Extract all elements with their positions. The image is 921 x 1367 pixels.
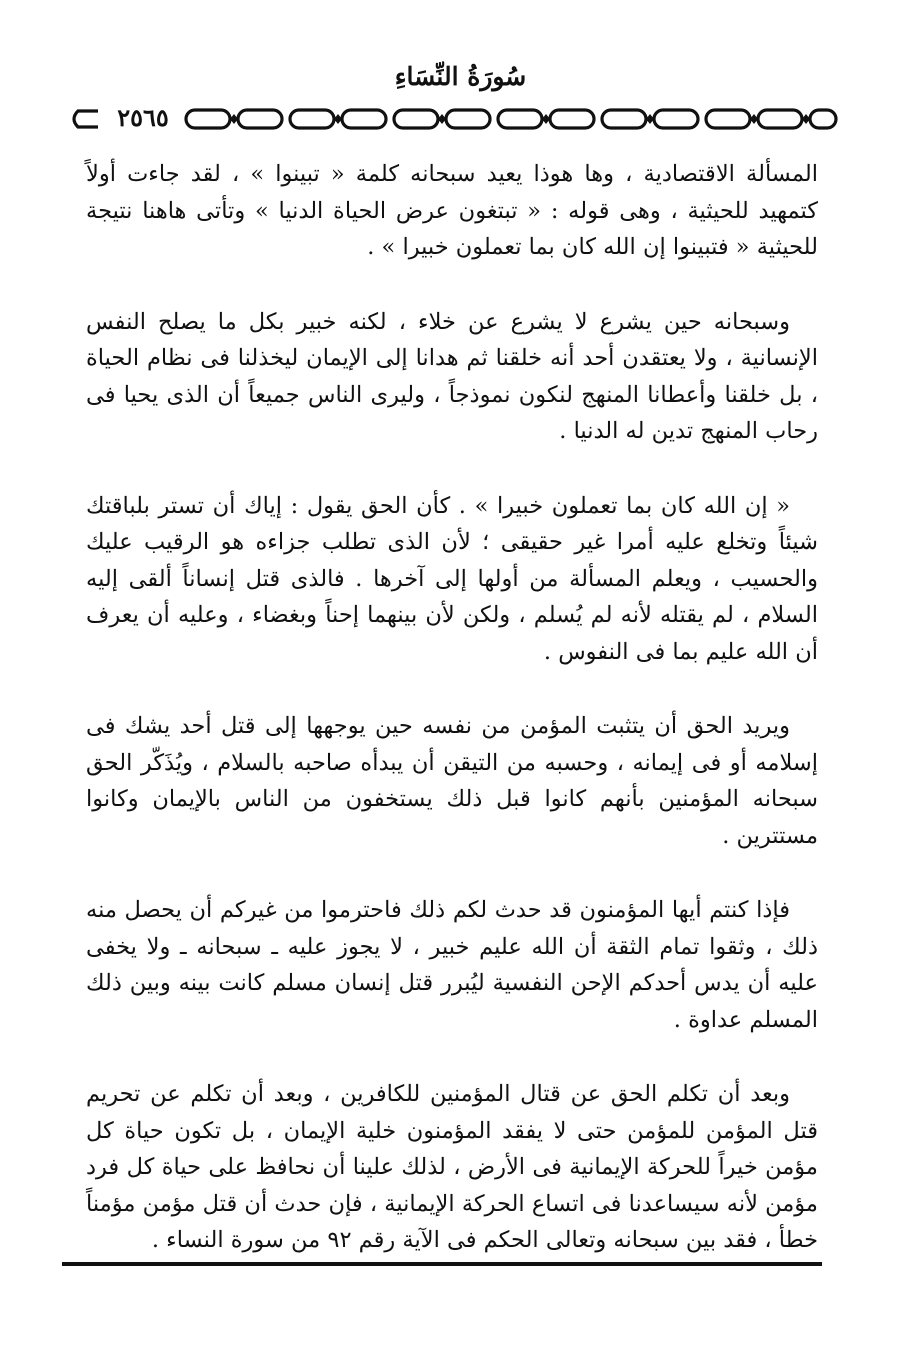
paragraph: « إن الله كان بما تعملون خبيرا » . كأن الحق يقول : إياك أن تستر بلباقتك شيئاً وتخلع عليه أمرا غير حقيقى ؛ لأن الذى تطلب جزاءه هو الرقيب عليك والحسيب ، ويعلم المسألة من أولها إلى آخرها . فالذى قتل إنساناً ألقى إليه السلام ، لم يقتله لأنه لم يُسلم ، ولكن لأن بينهما إحناً وبغضاء ، وعليه أن يعرف أن الله عليم بما فى النفوس . [86,492,818,665]
body-text [86,156,818,1297]
footer-rule [62,1262,822,1266]
paragraph: المسألة الاقتصادية ، وها هوذا يعيد سبحانه كلمة « تبينوا » ، لقد جاءت أولاً كتمهيد للحيثية ، وهى قوله : « تبتغون عرض الحياة الدنيا » وتأتى هاهنا نتيجة للحيثية « فتبينوا إن الله كان بما تعملون خبيرا » . [86,161,818,260]
paragraph: فإذا كنتم أيها المؤمنون قد حدث لكم ذلك فاحترموا من غيركم أن يحصل منه ذلك ، وثقوا تمام الثقة أن الله عليم خبير ، لا يجوز عليه ـ سبحانه ـ ولا يخفى عليه أن يدس أحدكم الإحن النفسية ليُبرر قتل إنسان مسلم كانت بينه وبين ذلك المسلم عداوة . [86,897,818,1033]
paragraph: وبعد أن تكلم الحق عن قتال المؤمنين للكافرين ، وبعد أن تكلم عن تحريم قتل المؤمن للمؤمن حتى لا يفقد المؤمنون خلية الإيمان ، بل تكون حياة كل مؤمن خيراً للحركة الإيمانية فى الأرض ، لذلك علينا أن نحافظ على حياة كل فرد مؤمن لأنه سيساعدنا فى اتساع الحركة الإيمانية ، فإن حدث أن قتل مؤمن مؤمناً خطأ ، فقد بين سبحانه وتعالى الحكم فى الآية رقم ٩٢ من سورة النساء . [86,1081,818,1253]
surah-title: سُورَةُ النِّسَاءِ [394,62,527,91]
paragraph: وسبحانه حين يشرع لا يشرع عن خلاء ، لكنه خبير بكل ما يصلح النفس الإنسانية ، ولا يعتقدن أحد أنه خلقنا ثم هدانا إلى الإيمان ليخذلنا فى نظام الحياة ، بل خلقنا وأعطانا المنهج لنكون نموذجاً ، وليرى الناس جميعاً أن الذى يحيا فى رحاب المنهج تدين له الدنيا . [86,308,818,444]
ornamental-header-border [68,106,840,132]
paragraph: ويريد الحق أن يتثبت المؤمن من نفسه حين يوجهها إلى قتل أحد يشك فى إسلامه أو فى إيمانه ، وحسبه من التيقن أن يبدأه صاحبه بالسلام ، ويُذَكّر الحق سبحانه المؤمنين بأنهم كانوا قبل ذلك يستخفون من الناس بالإيمان وكانوا مستترين . [86,713,818,849]
page-number: ٢٥٦٥ [108,104,178,132]
